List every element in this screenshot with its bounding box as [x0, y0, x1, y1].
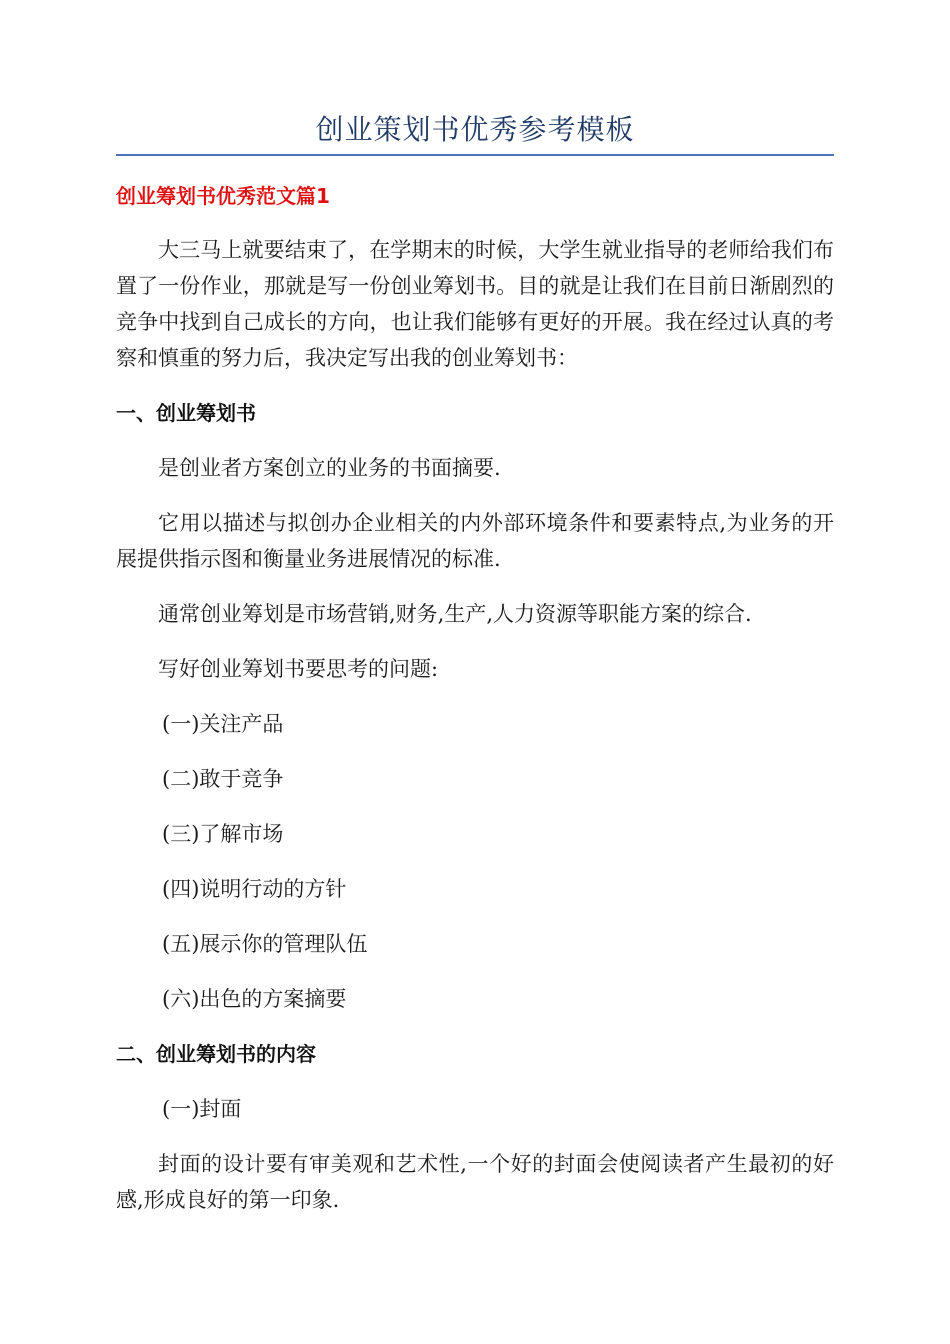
list-item: (四)说明行动的方针: [162, 877, 347, 901]
part2-paragraph-1: 封面的设计要有审美观和艺术性,一个好的封面会使阅读者产生最初的好感,形成良好的第一印象.: [116, 1152, 834, 1212]
list-item: (三)了解市场: [162, 822, 284, 846]
part1-paragraph-4: 写好创业筹划书要思考的问题:: [158, 657, 439, 681]
part1-paragraph-2: 它用以描述与拟创办企业相关的内外部环境条件和要素特点,为业务的开展提供指示图和衡量业务进展情况的标准.: [116, 511, 834, 571]
list-item: (二)敢于竞争: [162, 767, 284, 791]
list-item: (五)展示你的管理队伍: [162, 932, 368, 956]
part1-paragraph-1: 是创业者方案创立的业务的书面摘要.: [158, 456, 501, 480]
part2-heading: 二、创业筹划书的内容: [116, 1042, 316, 1066]
document-title: 创业策划书优秀参考模板: [315, 113, 635, 146]
section-title: 创业筹划书优秀范文篇1: [116, 184, 330, 208]
list-item: (一)关注产品: [162, 712, 284, 736]
part1-paragraph-3: 通常创业筹划是市场营销,财务,生产,人力资源等职能方案的综合.: [158, 602, 752, 626]
document-body: [116, 170, 834, 1218]
title-underline: [116, 154, 834, 156]
intro-paragraph: 大三马上就要结束了，在学期末的时候，大学生就业指导的老师给我们布置了一份作业，那就是写一份创业筹划书。目的就是让我们在目前日渐剧烈的竞争中找到自己成长的方向，也让我们能够有更好的开展。我在经过认真的考察和慎重的努力后，我决定写出我的创业筹划书：: [116, 238, 834, 370]
list-item: (一)封面: [162, 1097, 242, 1121]
list-item: (六)出色的方案摘要: [162, 987, 347, 1011]
part1-heading: 一、创业筹划书: [116, 401, 256, 425]
